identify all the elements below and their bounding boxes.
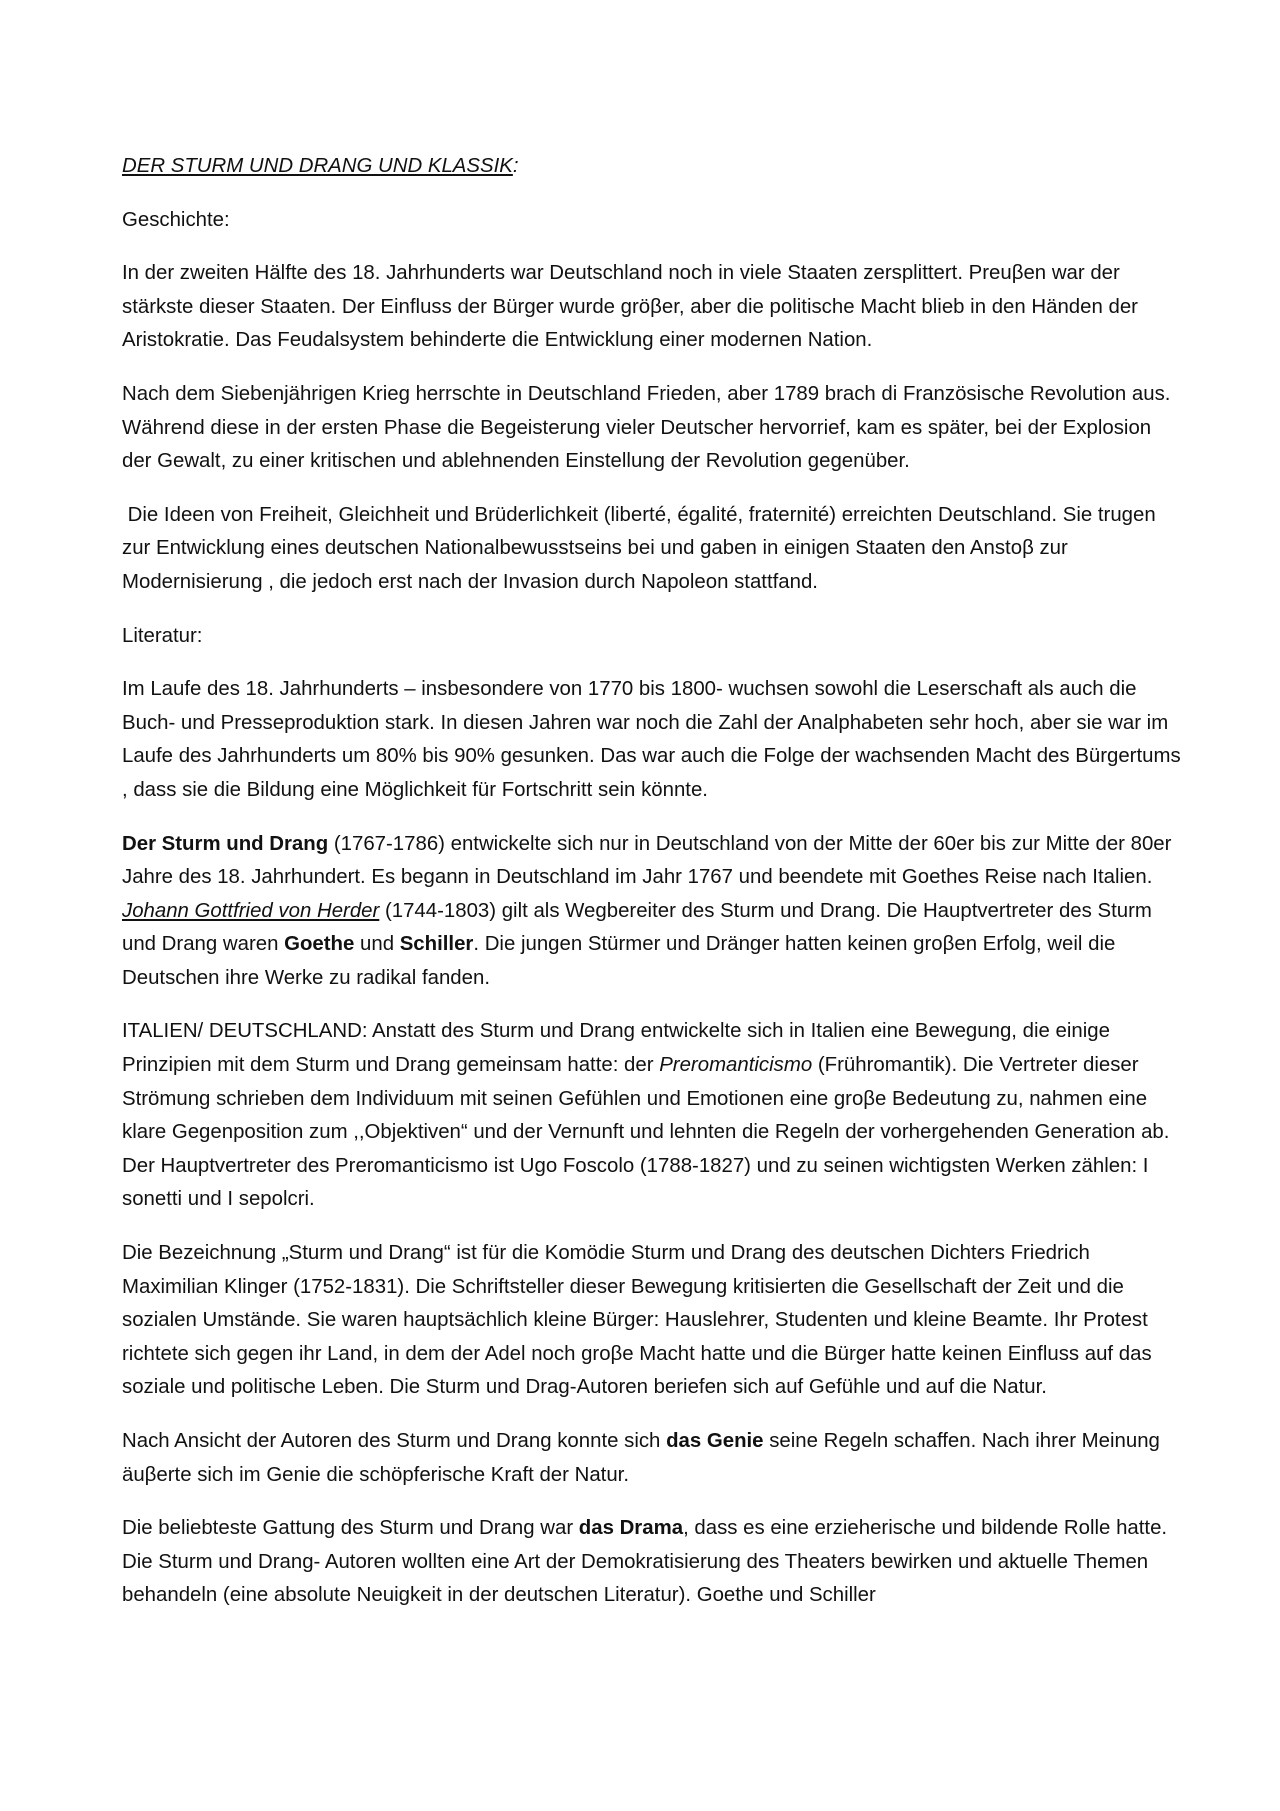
- paragraph-text: und: [354, 933, 400, 956]
- paragraph-text: . Die jungen Stürmer und Dränger hatten keinen groβen Erfolg, weil die Deutschen ihre Werke zu radikal fanden.: [122, 933, 1116, 989]
- document-title-text: DER STURM UND DRANG UND KLASSIK: [122, 155, 513, 177]
- paragraph-text: seine Regeln schaffen. Nach ihrer Meinung äuβerte sich im Genie die schöpferische Kraft der Natur.: [122, 1430, 1160, 1486]
- paragraph-literature-1: Im Laufe des 18. Jahrhunderts – insbesondere von 1770 bis 1800- wuchsen sowohl die Leserschaft als auch die Buch- und Presseproduktion stark. In diesen Jahren war noch die Zahl der Analphabeten sehr hoch, aber sie war im Laufe des Jahrhunderts um 80% bis 90% gesunken. Das war auch die Folge der wachsenden Macht des Bürgertums , dass sie die Bildung eine Möglichkeit für Fortschritt sein könnte.: [122, 678, 1181, 801]
- paragraph-genie: [122, 1425, 1182, 1492]
- herder-reference: Johann Gottfried von Herder: [122, 899, 380, 922]
- bold-term-sturm-und-drang: Der Sturm und Drang: [122, 832, 329, 855]
- paragraph-text: ITALIEN/ DEUTSCHLAND: Anstatt des Sturm und Drang entwickelte sich in Italien eine Bewegung, die einige Prinzipien mit dem Sturm und Drang gemeinsam hatte: der: [122, 1020, 1110, 1077]
- paragraph-text: (1767-1786) entwickelte sich nur in Deutschland von der Mitte der 60er bis zur Mitte der 80er Jahre des 18. Jahrhundert. Es begann in Deutschland im Jahr 1767 und beendete mit Goethes Reise nach Italien.: [122, 832, 1172, 889]
- paragraph-bezeichnung: Die Bezeichnung „Sturm und Drang“ ist für die Komödie Sturm und Drang des deutschen Dichters Friedrich Maximilian Klinger (1752-1831). Die Schriftsteller dieser Bewegung kritisierten die Gesellschaft der Zeit und die sozialen Umstände. Sie waren hauptsächlich kleine Bürger: Hauslehrer, Studenten und kleine Beamte. Ihr Protest richtete sich gegen ihr Land, in dem der Adel noch groβe Macht hatte und die Bürger hatte keinen Einfluss auf das soziale und politische Leben. Die Sturm und Drag-Autoren beriefen sich auf Gefühle und auf die Natur.: [122, 1242, 1152, 1399]
- paragraph-history-3: Die Ideen von Freiheit, Gleichheit und Brüderlichkeit (liberté, égalité, fraternité) erreichten Deutschland. Sie trugen zur Entwicklung eines deutschen Nationalbewusstseins bei und gaben in einigen Staaten den Anstoβ zur Modernisierung , die jedoch erst nach der Invasion durch Napoleon stattfand.: [122, 503, 1162, 593]
- paragraph-italien-deutschland: [122, 1015, 1182, 1217]
- paragraph-text: (1744-1803) gilt als Wegbereiter des Sturm und Drang. Die Hauptvertreter des Sturm und Drang waren: [122, 899, 1152, 956]
- bold-term-schiller: Schiller: [399, 933, 474, 956]
- bold-term-das-genie: das Genie: [666, 1430, 764, 1452]
- section-heading-literature: Literatur:: [122, 624, 203, 647]
- bold-term-goethe: Goethe: [284, 933, 355, 956]
- paragraph-sturm-und-drang: [122, 828, 1182, 996]
- italic-term-preromanticismo: Preromanticismo: [659, 1054, 813, 1077]
- document-title-colon: :: [512, 155, 519, 177]
- paragraph-text: , dass es eine erzieherische und bildende Rolle hatte. Die Sturm und Drang- Autoren wollten eine Art der Demokratisierung des Theaters bewirken und aktuelle Themen behandeln (eine absolute Neuigkeit in der deutschen Literatur). Goethe und Schiller: [122, 1517, 1168, 1607]
- document-title: [122, 150, 1182, 184]
- document-body: [122, 150, 1182, 1633]
- paragraph-text: (Frühromantik). Die Vertreter dieser Strömung schrieben dem Individuum mit seinen Gefühlen und Emotionen eine groβe Bedeutung zu, nahmen eine klare Gegenposition zum ,,Objektiven“ und der Vernunft und lehnten die Regeln der vorhergehenden Generation ab. Der Hauptvertreter des Preromanticismo ist Ugo Foscolo (1788-1827) und zu seinen wichtigsten Werken zählen: I sonetti und I sepolcri.: [122, 1054, 1170, 1211]
- paragraph-drama: [122, 1512, 1182, 1613]
- section-heading-history: Geschichte:: [122, 208, 230, 231]
- paragraph-history-2: Nach dem Siebenjährigen Krieg herrschte in Deutschland Frieden, aber 1789 brach di Französische Revolution aus. Während diese in der ersten Phase die Begeisterung vieler Deutscher hervorrief, kam es später, bei der Explosion der Gewalt, zu einer kritischen und ablehnenden Einstellung der Revolution gegenüber.: [122, 382, 1171, 473]
- paragraph-text: Nach Ansicht der Autoren des Sturm und Drang konnte sich: [122, 1430, 667, 1452]
- paragraph-text: Die beliebteste Gattung des Sturm und Drang war: [122, 1517, 579, 1540]
- bold-term-das-drama: das Drama: [578, 1517, 684, 1540]
- paragraph-history-1: In der zweiten Hälfte des 18. Jahrhunderts war Deutschland noch in viele Staaten zersplittert. Preuβen war der stärkste dieser Staaten. Der Einfluss der Bürger wurde gröβer, aber die politische Macht blieb in den Händen der Aristokratie. Das Feudalsystem behinderte die Entwicklung einer modernen Nation.: [122, 262, 1138, 352]
